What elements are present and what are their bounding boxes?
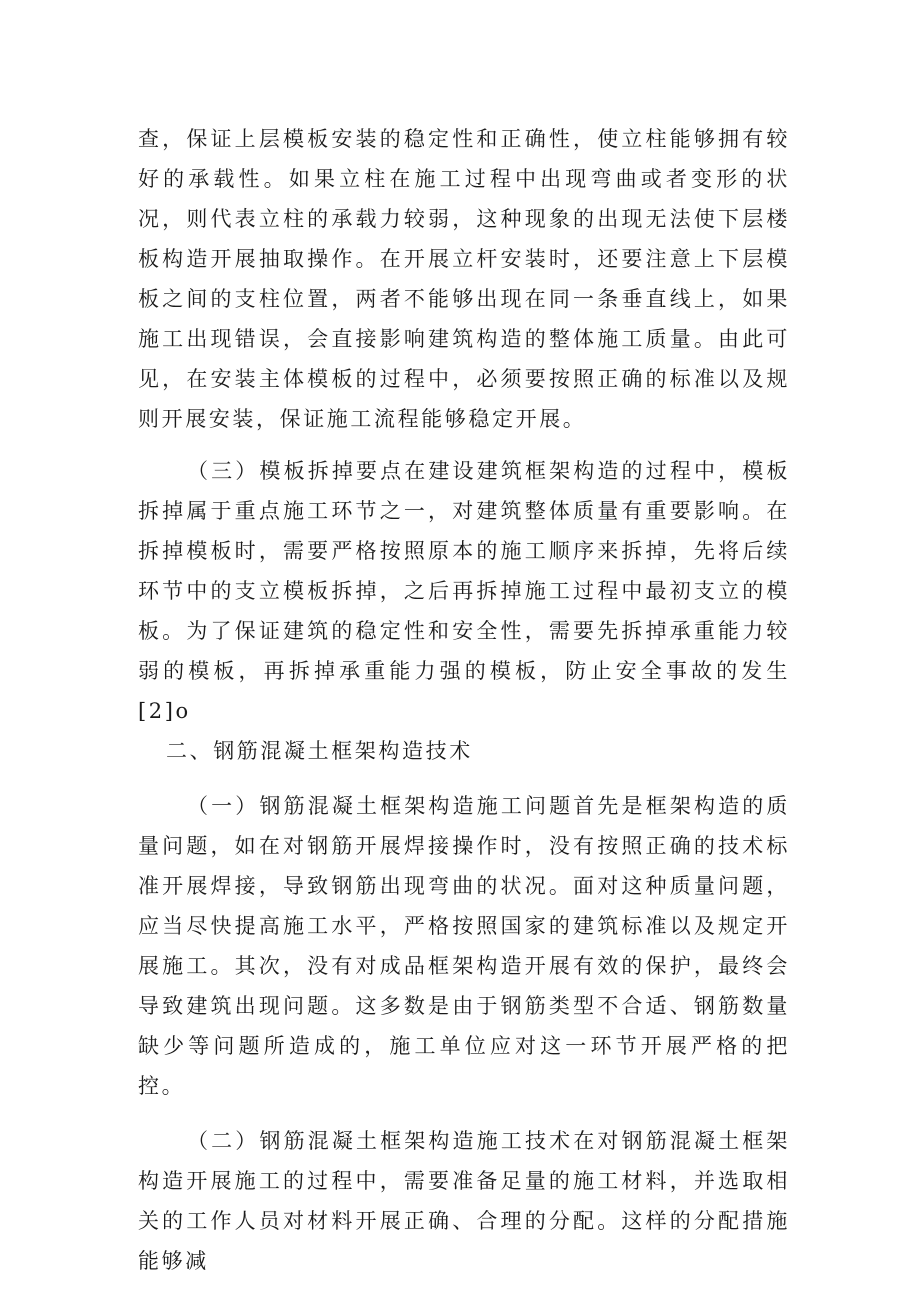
paragraph-formwork-removal: （三）模板拆掉要点在建设建筑框架构造的过程中，模板拆掉属于重点施工环节之一，对建筑整体质量有重要影响。在拆掉模板时，需要严格按照原本的施工顺序来拆掉，先将后续环节中的支立模板拆掉，之后再拆掉施工过程中最初支立的模板。为了保证建筑的稳定性和安全性，需要先拆掉承重能力较弱的模板，再拆掉承重能力强的模板，防止安全事故的发生[2]o bbox=[138, 459, 790, 723]
paragraph-construction-problems: （一）钢筋混凝土框架构造施工问题首先是框架构造的质量问题，如在对钢筋开展焊接操作时，没有按照正确的技术标准开展焊接，导致钢筋出现弯曲的状况。面对这种质量问题，应当尽快提高施工水平，严格按照国家的建筑标准以及规定开展施工。其次，没有对成品框架构造开展有效的保护，最终会导致建筑出现问题。这多数是由于钢筋类型不合适、钢筋数量缺少等问题所造成的，施工单位应对这一环节开展严格的把控。 bbox=[138, 794, 790, 1098]
section-heading: 二、钢筋混凝土框架构造技术 bbox=[166, 739, 473, 763]
paragraph-formwork-installation: 查，保证上层模板安装的稳定性和正确性，使立柱能够拥有较好的承载性。如果立柱在施工过程中出现弯曲或者变形的状况，则代表立柱的承载力较弱，这种现象的出现无法使下层楼板构造开展抽取操作。在开展立杆安装时，还要注意上下层模板之间的支柱位置，两者不能够出现在同一条垂直线上，如果施工出现错误，会直接影响建筑构造的整体施工质量。由此可见，在安装主体模板的过程中，必须要按照正确的标准以及规则开展安装，保证施工流程能够稳定开展。 bbox=[138, 127, 790, 431]
paragraph-construction-technique: （二）钢筋混凝土框架构造施工技术在对钢筋混凝土框架构造开展施工的过程中，需要准备足量的施工材料，并选取相关的工作人员对材料开展正确、合理的分配。这样的分配措施能够减 bbox=[138, 1129, 790, 1273]
document-body bbox=[138, 119, 790, 1281]
